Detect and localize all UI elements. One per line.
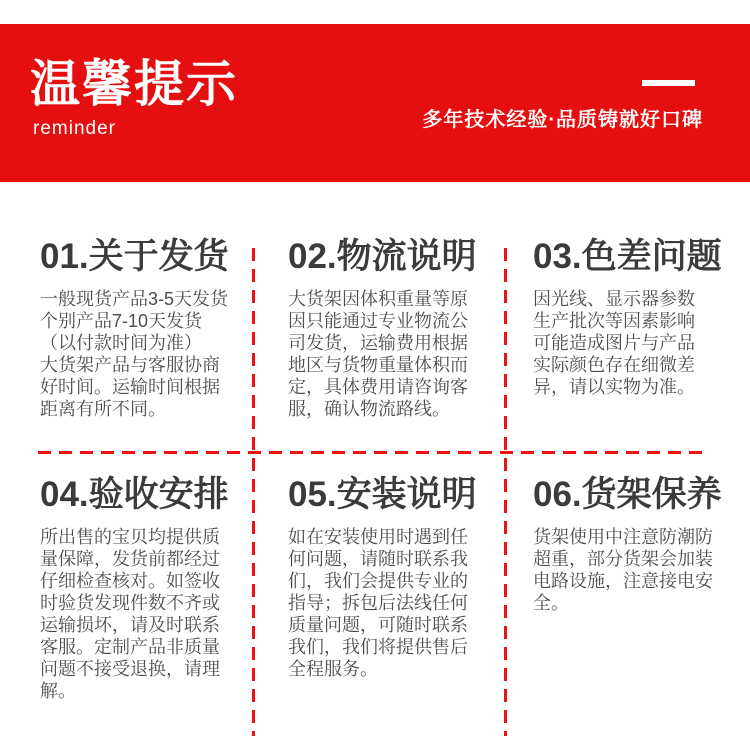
vertical-divider-2 xyxy=(504,248,507,736)
section-body: 因光线、显示器参数 生产批次等因素影响 可能造成图片与产品 实际颜色存在细微差 异，请以实物为准。 xyxy=(533,289,695,397)
section-title: 02.物流说明 xyxy=(288,237,477,276)
section-title: 06.货架保养 xyxy=(533,475,722,514)
section-title: 05.安装说明 xyxy=(288,475,477,514)
section-card-01 xyxy=(40,238,245,420)
vertical-divider-1 xyxy=(252,248,255,736)
header-slogan: 多年技术经验·品质铸就好口碑 xyxy=(422,109,703,131)
section-card-05 xyxy=(288,476,493,680)
page-title: 温馨提示 xyxy=(30,56,238,112)
section-body: 所出售的宝贝均提供质 量保障，发货前都经过 仔细检查核对。如签收 时验货发现件数不齐或 运输损坏，请及时联系 客服。定制产品非质量 问题不接受退换，请理 解。 xyxy=(40,527,220,701)
section-body: 大货架因体积重量等原 因只能通过专业物流公 司发货，运输费用根据 地区与货物重量体积而 定，具体费用请咨询客 服，确认物流路线。 xyxy=(288,289,468,419)
section-title: 03.色差问题 xyxy=(533,237,722,276)
section-body: 货架使用中注意防潮防 超重，部分货架会加装 电路设施，注意接电安 全。 xyxy=(533,527,713,613)
horizontal-divider xyxy=(38,451,710,454)
section-title: 01.关于发货 xyxy=(40,237,229,276)
section-card-04 xyxy=(40,476,245,702)
section-card-03 xyxy=(533,238,733,398)
header-band xyxy=(0,24,750,182)
section-card-06 xyxy=(533,476,733,614)
dash-icon xyxy=(642,80,695,86)
section-title: 04.验收安排 xyxy=(40,475,229,514)
page-subtitle: reminder xyxy=(33,118,116,139)
section-body: 一般现货产品3-5天发货 个别产品7-10天发货 （以付款时间为准） 大货架产品与客服协商 好时间。运输时间根据 距离有所不同。 xyxy=(40,289,229,419)
section-body: 如在安装使用时遇到任 何问题，请随时联系我 们，我们会提供专业的 指导；拆包后法线任何 质量问题，可随时联系 我们，我们将提供售后 全程服务。 xyxy=(288,527,468,679)
section-card-02 xyxy=(288,238,493,420)
